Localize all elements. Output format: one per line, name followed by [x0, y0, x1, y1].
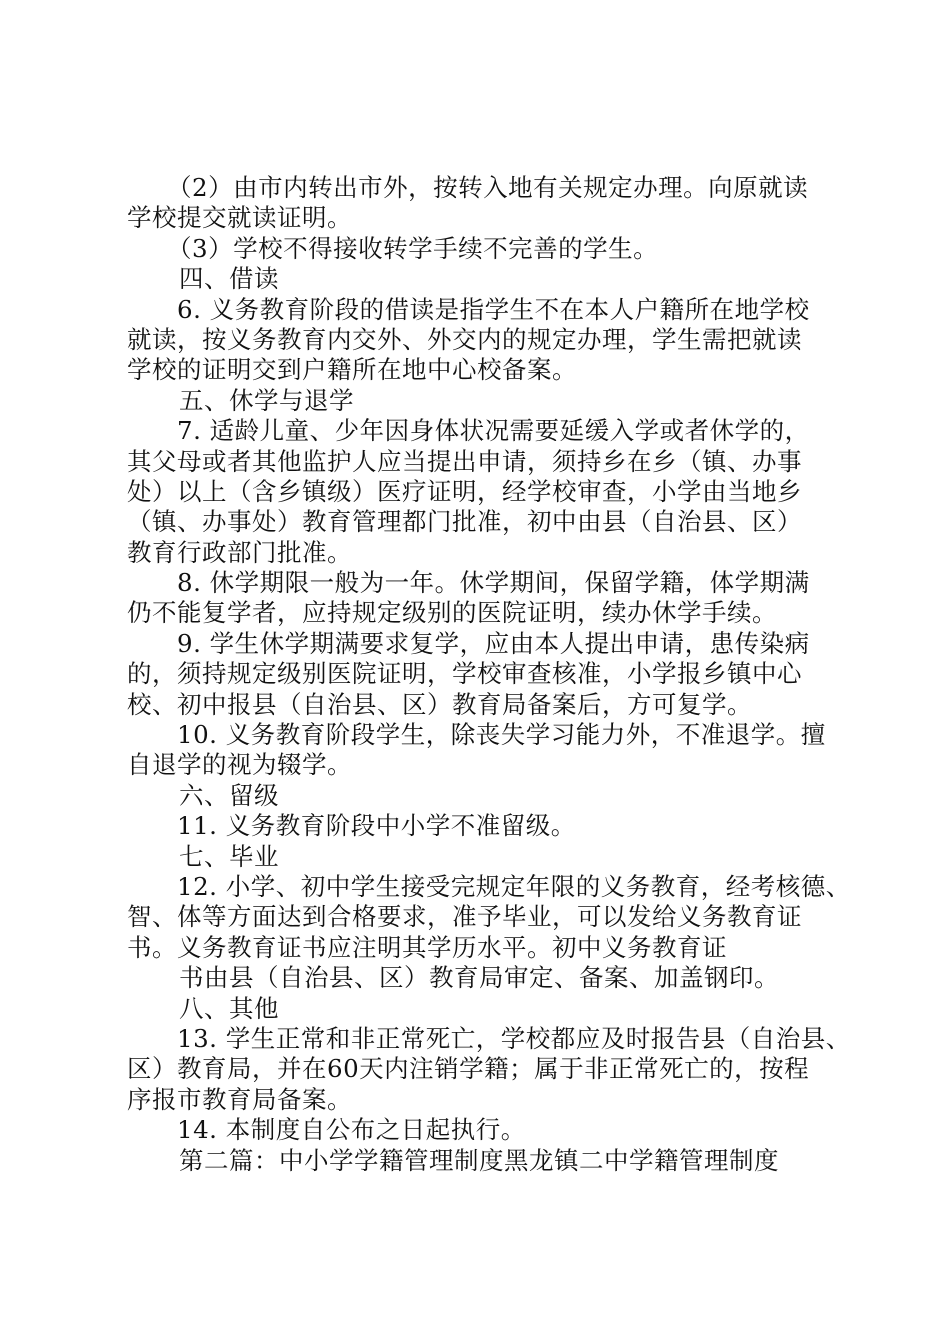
section-heading: 四、借读: [179, 264, 279, 294]
paragraph-line: 序报市教育局备案。: [127, 1084, 352, 1114]
section-heading: 八、其他: [179, 993, 279, 1023]
paragraph-line: 13. 学生正常和非正常死亡，学校都应及时报告县（自治县、: [177, 1023, 851, 1053]
paragraph-line: 的，须持规定级别医院证明，学校审查核准，小学报乡镇中心: [127, 659, 802, 689]
chapter-title: 第二篇：中小学学籍管理制度黑龙镇二中学籍管理制度: [179, 1145, 779, 1175]
section-heading: 六、留级: [179, 780, 279, 810]
paragraph-line: 9. 学生休学期满要求复学，应由本人提出申请，患传染病: [177, 628, 810, 658]
section-heading: 七、毕业: [179, 841, 279, 871]
paragraph-line: 12. 小学、初中学生接受完规定年限的义务教育，经考核德、: [177, 871, 851, 901]
paragraph-line: 智、体等方面达到合格要求，准予毕业，可以发给义务教育证: [127, 902, 802, 932]
paragraph-line: 仍不能复学者，应持规定级别的医院证明，续办休学手续。: [127, 598, 777, 628]
paragraph-line: （2）由市内转出市外，按转入地有关规定办理。向原就读: [167, 173, 809, 202]
paragraph-line: 就读，按义务教育内交外、外交内的规定办理，学生需把就读: [127, 324, 802, 354]
paragraph-line: 教育行政部门批准。: [127, 537, 352, 567]
paragraph-line: （镇、办事处）教育管理都门批准，初中由县（自治县、区）: [127, 507, 802, 537]
paragraph-line: 7. 适龄儿童、少年因身体状况需要延缓入学或者休学的，: [177, 416, 810, 446]
paragraph-line: 处）以上（含乡镇级）医疗证明，经学校审查，小学由当地乡: [127, 476, 802, 506]
paragraph-line: 书。义务教育证书应注明其学历水平。初中义务教育证: [127, 932, 727, 962]
paragraph-line: 书由县（自治县、区）教育局审定、备案、加盖钢印。: [179, 963, 779, 993]
paragraph-line: 6. 义务教育阶段的借读是指学生不在本人户籍所在地学校: [177, 294, 810, 324]
paragraph-line: 学校提交就读证明。: [127, 203, 352, 233]
paragraph-line: 其父母或者其他监护人应当提出申请，须持乡在乡（镇、办事: [127, 446, 802, 476]
paragraph-line: 学校的证明交到户籍所在地中心校备案。: [127, 355, 577, 385]
paragraph-line: 14. 本制度自公布之日起执行。: [177, 1115, 526, 1145]
section-heading: 五、休学与退学: [179, 385, 354, 415]
paragraph-line: 自退学的视为辍学。: [127, 750, 352, 780]
paragraph-line: 区）教育局，并在60天内注销学籍；属于非正常死亡的，按程: [127, 1054, 810, 1084]
paragraph-line: 8. 休学期限一般为一年。休学期间，保留学籍，体学期满: [177, 568, 810, 598]
paragraph-line: 11. 义务教育阶段中小学不准留级。: [177, 811, 576, 841]
paragraph-line: 10. 义务教育阶段学生，除丧失学习能力外，不准退学。擅: [177, 720, 826, 750]
document-body: [127, 173, 851, 1176]
paragraph-line: （3）学校不得接收转学手续不完善的学生。: [167, 233, 659, 263]
paragraph-line: 校、初中报县（自治县、区）教育局备案后，方可复学。: [127, 689, 752, 719]
